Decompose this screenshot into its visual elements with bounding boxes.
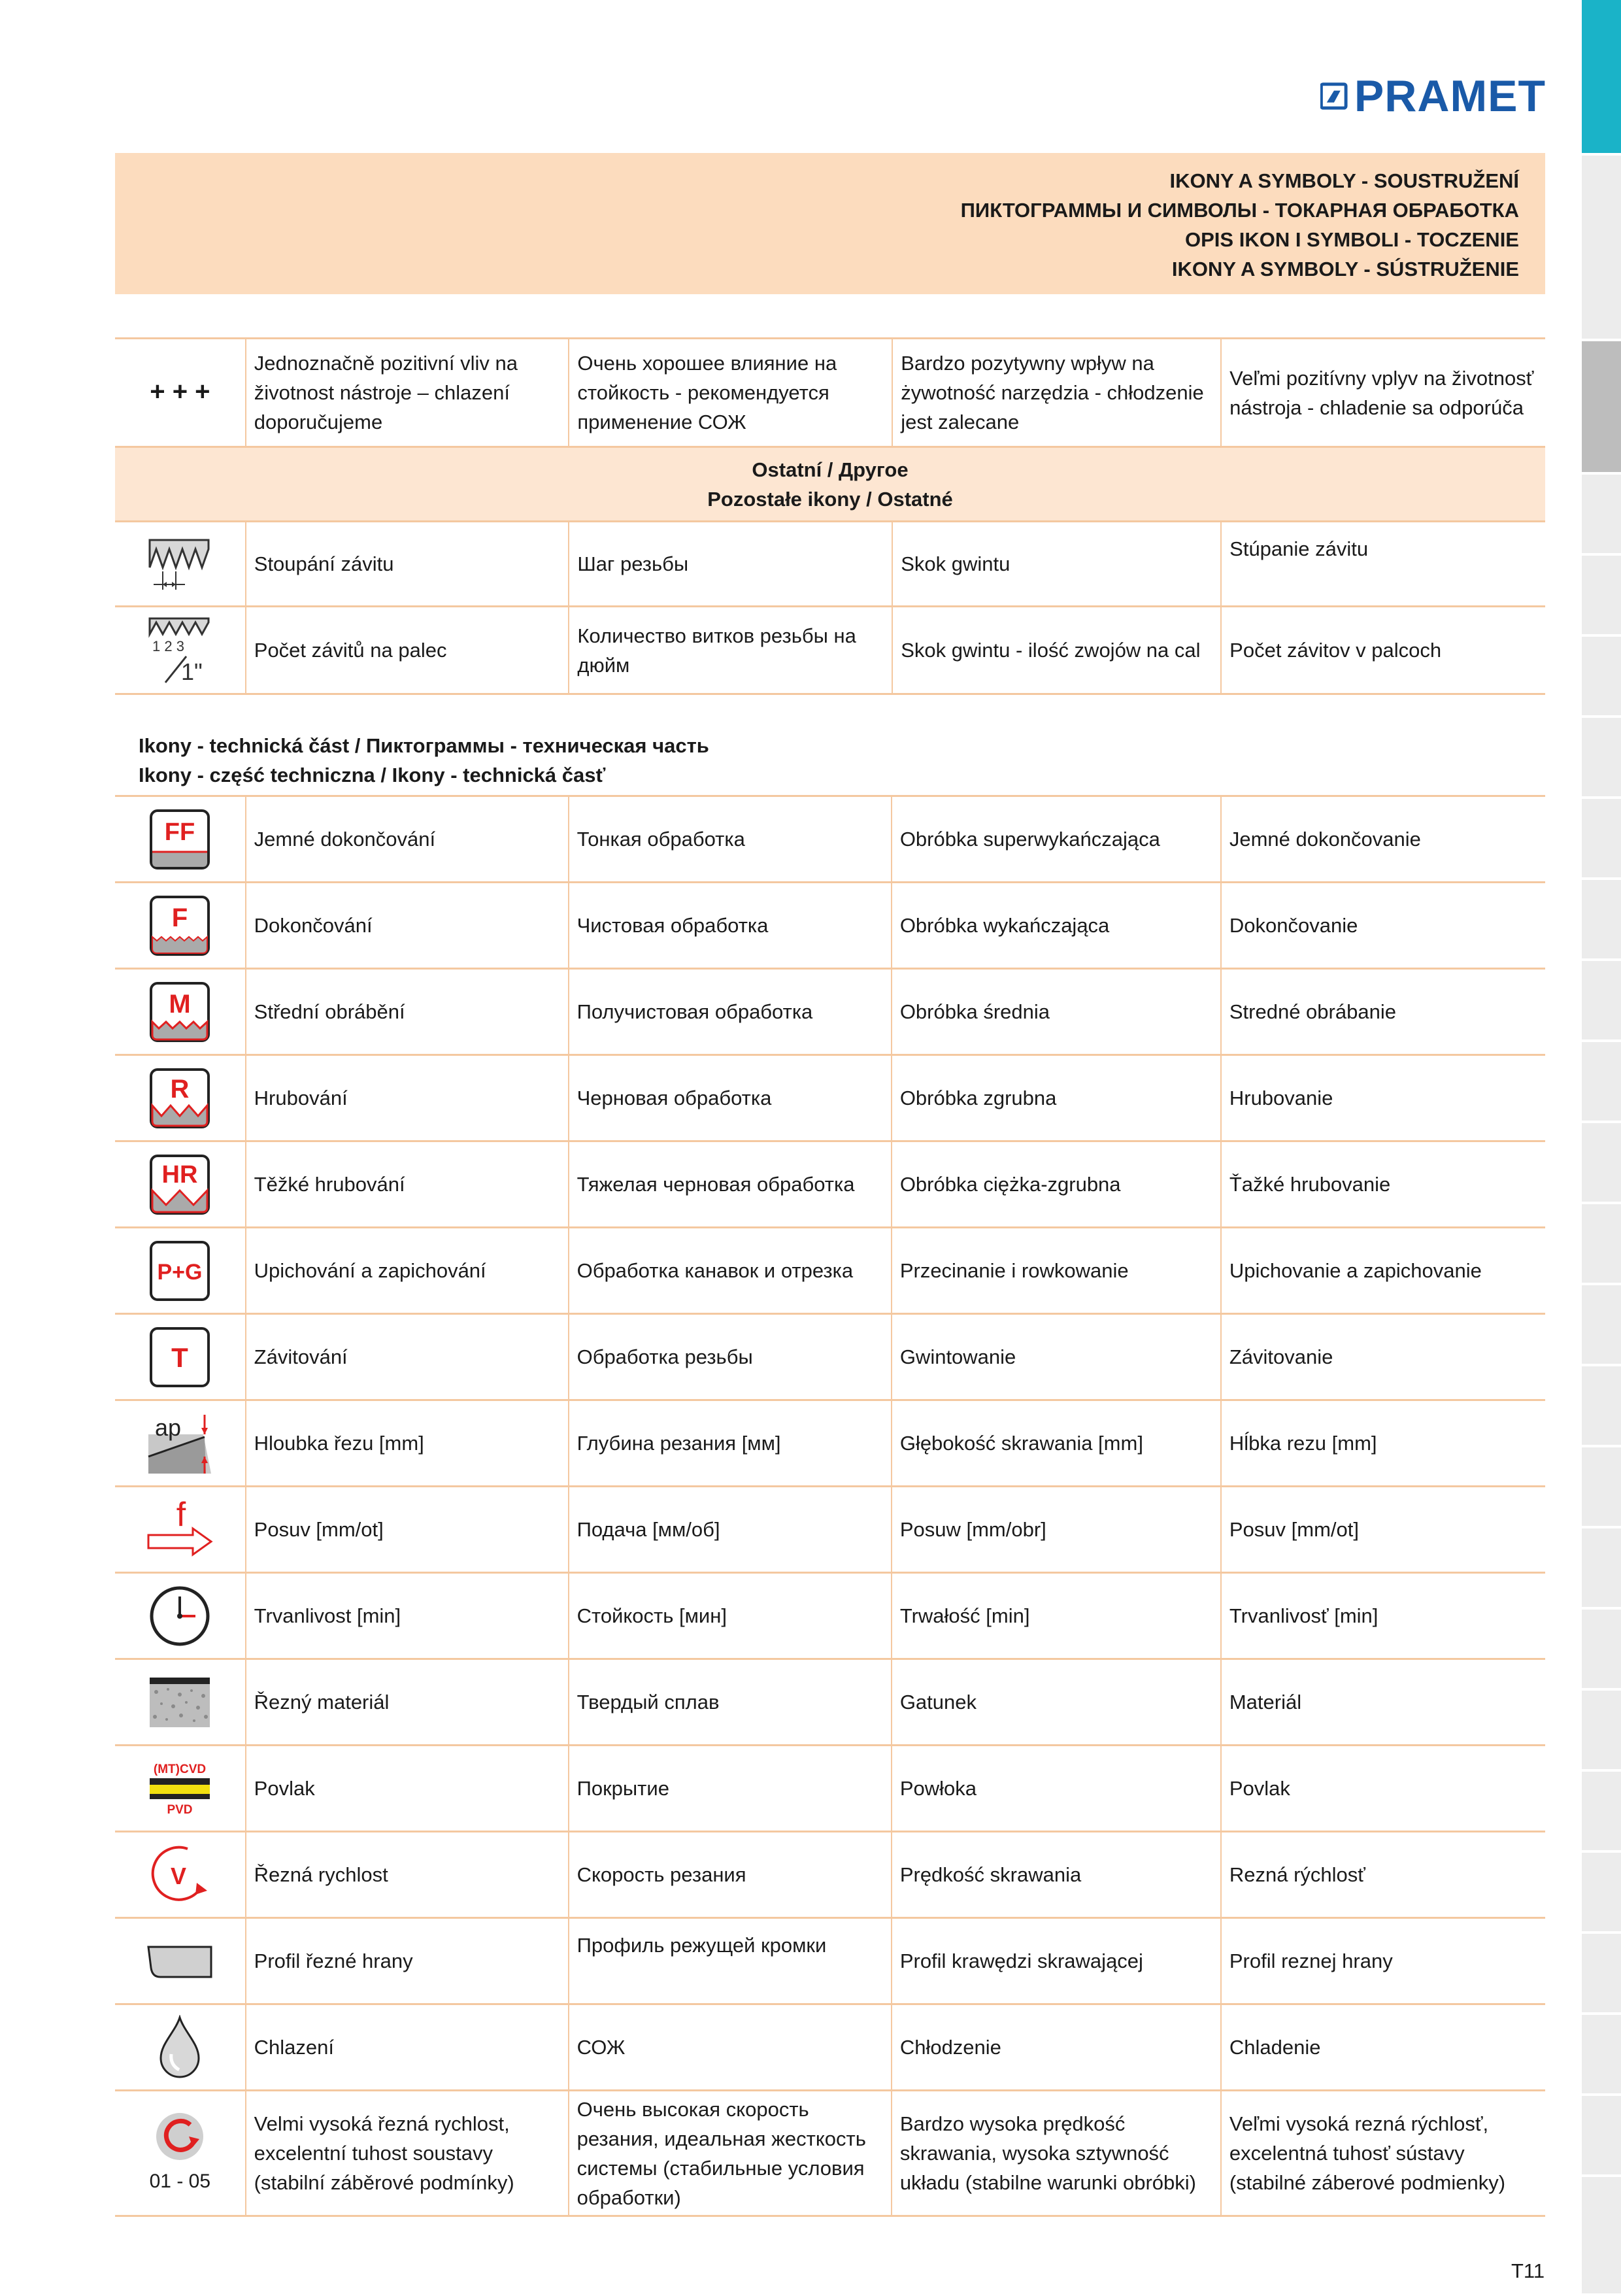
cell-cz: Jemné dokončování xyxy=(246,796,569,883)
cell-ru: Количество витков резьбы на дюйм xyxy=(569,607,892,694)
icon-cell xyxy=(115,1746,246,1832)
cell-pl: Głębokość skrawania [mm] xyxy=(892,1400,1221,1487)
depth-of-cut-icon-label: ap xyxy=(155,1413,182,1441)
cell-ru: Чистовая обработка xyxy=(569,883,892,969)
cutting-material-icon xyxy=(148,1676,211,1729)
cell-sk: Posuv [mm/ot] xyxy=(1221,1487,1545,1573)
coating-icon xyxy=(147,1761,212,1816)
cell-cz: Velmi vysoká řezná rychlost, excelentní tuhost soustavy (stabilní záběrové podmínky) xyxy=(246,2091,569,2216)
cell-pl: Skok gwintu - ilość zwojów na cal xyxy=(892,607,1221,694)
cell-sk: Materiál xyxy=(1221,1659,1545,1746)
clock-icon xyxy=(148,1585,211,1647)
coating-icon-cvd: (MT)CVD xyxy=(154,1762,207,1776)
r-icon xyxy=(149,1068,210,1129)
icon-cell xyxy=(115,1055,246,1141)
table-row xyxy=(115,1573,1545,1659)
cell-cz: Chlazení xyxy=(246,2004,569,2091)
m-icon-label: M xyxy=(169,989,191,1019)
icon-cell xyxy=(115,2004,246,2091)
table-row xyxy=(115,1659,1545,1746)
cell-sk: Hĺbka rezu [mm] xyxy=(1221,1400,1545,1487)
icon-cell xyxy=(115,2091,246,2216)
table-row xyxy=(115,1314,1545,1400)
cell-pl: Przecinanie i rowkowanie xyxy=(892,1228,1221,1314)
cell-cz: Počet závitů na palec xyxy=(246,607,569,694)
pg-icon-label: P+G xyxy=(157,1259,203,1285)
icon-cell xyxy=(115,1573,246,1659)
f-icon xyxy=(149,895,210,956)
other-band xyxy=(115,447,1545,522)
side-tab[interactable] xyxy=(1582,799,1621,880)
cell-cz: Povlak xyxy=(246,1746,569,1832)
cell-pl: Bardzo wysoka prędkość skrawania, wysoka sztywność układu (stabilne warunki obróbki) xyxy=(892,2091,1221,2216)
icon-cell xyxy=(115,1918,246,2004)
cell-cz: Jednoznačně pozitivní vliv na životnost nástroje – chlazení doporučujeme xyxy=(246,339,569,447)
table-row xyxy=(115,2091,1545,2216)
cell-ru: Профиль режущей кромки xyxy=(569,1918,892,2004)
r-icon-label: R xyxy=(170,1074,190,1104)
cutting-speed-icon-label: V xyxy=(171,1862,187,1889)
cell-sk: Povlak xyxy=(1221,1746,1545,1832)
other-band-line-1: Ostatní / Другое xyxy=(752,458,909,481)
cell-sk: Stúpanie závitu xyxy=(1221,522,1545,607)
cell-sk: Počet závitov v palcoch xyxy=(1221,607,1545,694)
table-row xyxy=(115,969,1545,1055)
cell-cz: Upichování a zapichování xyxy=(246,1228,569,1314)
edge-profile-icon xyxy=(146,1942,214,1981)
side-tab[interactable] xyxy=(1582,1853,1621,1934)
header-band xyxy=(115,153,1545,294)
cell-cz: Hrubování xyxy=(246,1055,569,1141)
side-tab[interactable] xyxy=(1582,961,1621,1042)
cell-pl: Prędkość skrawania xyxy=(892,1832,1221,1918)
cell-pl: Gatunek xyxy=(892,1659,1221,1746)
cell-ru: Черновая обработка xyxy=(569,1055,892,1141)
cell-ru: Покрытие xyxy=(569,1746,892,1832)
icon-cell xyxy=(115,1228,246,1314)
cell-cz: Posuv [mm/ot] xyxy=(246,1487,569,1573)
cell-cz: Profil řezné hrany xyxy=(246,1918,569,2004)
cell-ru: Очень высокая скорость резания, идеальная жесткость системы (стабильные условия обработки) xyxy=(569,2091,892,2216)
cell-sk: Závitovanie xyxy=(1221,1314,1545,1400)
side-tab[interactable] xyxy=(1582,1366,1621,1447)
top-table xyxy=(115,337,1545,695)
table-row xyxy=(115,1141,1545,1228)
feed-icon-label: f xyxy=(176,1496,186,1534)
table-row xyxy=(115,1918,1545,2004)
cell-ru: Твердый сплав xyxy=(569,1659,892,1746)
m-icon xyxy=(149,981,210,1043)
cell-sk: Chladenie xyxy=(1221,2004,1545,2091)
coating-icon-pvd: PVD xyxy=(167,1802,193,1816)
cell-ru: Подача [мм/об] xyxy=(569,1487,892,1573)
table-row xyxy=(115,1746,1545,1832)
cell-pl: Bardzo pozytywny wpływ na żywotność narzędzia - chłodzenie jest zalecane xyxy=(892,339,1221,447)
cell-cz: Stoupání závitu xyxy=(246,522,569,607)
section-title xyxy=(139,731,709,790)
technical-table xyxy=(115,795,1545,2217)
cell-pl: Obróbka ciężka-zgrubna xyxy=(892,1141,1221,1228)
section-title-line-1: Ikony - technická část / Пиктограммы - техническая часть xyxy=(139,734,709,757)
cell-pl: Skok gwintu xyxy=(892,522,1221,607)
cell-ru: Шаг резьбы xyxy=(569,522,892,607)
pg-icon xyxy=(149,1240,210,1302)
cell-pl: Gwintowanie xyxy=(892,1314,1221,1400)
cell-sk: Veľmi pozitívny vplyv na životnosť nástroja - chladenie sa odporúča xyxy=(1221,339,1545,447)
cell-sk: Hrubovanie xyxy=(1221,1055,1545,1141)
cell-cz: Řezný materiál xyxy=(246,1659,569,1746)
side-tab[interactable] xyxy=(1582,1204,1621,1285)
side-tab[interactable] xyxy=(1582,1447,1621,1528)
cell-pl: Powłoka xyxy=(892,1746,1221,1832)
cutting-speed-icon xyxy=(148,1842,211,1908)
side-tab[interactable] xyxy=(1582,880,1621,961)
icon-cell xyxy=(115,969,246,1055)
side-tab-active[interactable] xyxy=(1582,0,1621,156)
side-tab[interactable] xyxy=(1582,156,1621,341)
side-tab[interactable] xyxy=(1582,1528,1621,1610)
cell-pl: Profil krawędzi skrawającej xyxy=(892,1918,1221,2004)
cell-sk: Upichovanie a zapichovanie xyxy=(1221,1228,1545,1314)
table-row xyxy=(115,1487,1545,1573)
table-row xyxy=(115,796,1545,883)
cell-sk: Ťažké hrubovanie xyxy=(1221,1141,1545,1228)
cell-pl: Chłodzenie xyxy=(892,2004,1221,2091)
other-band-line-2: Pozostałe ikony / Ostatné xyxy=(707,487,953,511)
side-tab-strip xyxy=(1582,0,1621,2293)
cell-sk: Trvanlivosť [min] xyxy=(1221,1573,1545,1659)
icon-cell xyxy=(115,1400,246,1487)
cell-ru: Тяжелая черновая обработка xyxy=(569,1141,892,1228)
cell-ru: Обработка резьбы xyxy=(569,1314,892,1400)
side-tab[interactable] xyxy=(1582,1285,1621,1366)
icon-cell xyxy=(115,1659,246,1746)
cell-ru: Тонкая обработка xyxy=(569,796,892,883)
hr-icon-label: HR xyxy=(161,1160,198,1189)
page-number: T11 xyxy=(1511,2259,1545,2282)
t-icon-label: T xyxy=(171,1342,189,1373)
cell-ru: СОЖ xyxy=(569,2004,892,2091)
side-tab[interactable] xyxy=(1582,2177,1621,2296)
table-row xyxy=(115,1832,1545,1918)
ff-icon xyxy=(149,809,210,870)
side-tab[interactable] xyxy=(1582,637,1621,718)
header-title-cz: IKONY A SYMBOLY - SOUSTRUŽENÍ xyxy=(1169,169,1519,192)
side-tab[interactable] xyxy=(1582,556,1621,637)
table-row xyxy=(115,2004,1545,2091)
coolant-drop-icon xyxy=(157,2015,203,2080)
feed-icon xyxy=(146,1497,214,1562)
cell-ru: Обработка канавок и отрезка xyxy=(569,1228,892,1314)
pramet-logo xyxy=(1320,73,1546,119)
table-row xyxy=(115,1228,1545,1314)
cell-cz: Dokončování xyxy=(246,883,569,969)
cell-sk: Jemné dokončovanie xyxy=(1221,796,1545,883)
condition-rating-label: 01 - 05 xyxy=(149,2170,211,2192)
header-titles xyxy=(961,166,1519,284)
cell-cz: Řezná rychlost xyxy=(246,1832,569,1918)
icon-cell xyxy=(115,1314,246,1400)
table-row xyxy=(115,522,1545,607)
side-tab[interactable] xyxy=(1582,2015,1621,2096)
cell-cz: Závitování xyxy=(246,1314,569,1400)
icon-cell xyxy=(115,607,246,694)
header-title-sk: IKONY A SYMBOLY - SÚSTRUŽENIE xyxy=(1171,258,1519,280)
cell-ru: Получистовая обработка xyxy=(569,969,892,1055)
cell-ru: Стойкость [мин] xyxy=(569,1573,892,1659)
ff-icon-label: FF xyxy=(165,818,195,846)
side-tab[interactable] xyxy=(1582,718,1621,799)
section-title-line-2: Ikony - część techniczna / Ikony - technická časť xyxy=(139,764,606,786)
table-row xyxy=(115,883,1545,969)
cell-cz: Těžké hrubování xyxy=(246,1141,569,1228)
threads-per-inch-icon xyxy=(147,615,212,686)
side-tab-current[interactable] xyxy=(1582,341,1621,475)
cell-sk: Stredné obrábanie xyxy=(1221,969,1545,1055)
side-tab[interactable] xyxy=(1582,1691,1621,1772)
icon-cell xyxy=(115,1832,246,1918)
table-row xyxy=(115,1400,1545,1487)
cell-sk: Veľmi vysoká rezná rýchlosť, excelentná tuhosť sústavy (stabilné záberové podmienky) xyxy=(1221,2091,1545,2216)
depth-of-cut-icon xyxy=(146,1411,214,1476)
cell-pl: Obróbka średnia xyxy=(892,969,1221,1055)
side-tab[interactable] xyxy=(1582,1610,1621,1691)
cell-sk: Dokončovanie xyxy=(1221,883,1545,969)
header-title-ru: ПИКТОГРАММЫ И СИМВОЛЫ - ТОКАРНАЯ ОБРАБОТКА xyxy=(960,199,1519,222)
side-tab[interactable] xyxy=(1582,475,1621,556)
icon-cell xyxy=(115,796,246,883)
cell-cz: Hloubka řezu [mm] xyxy=(246,1400,569,1487)
t-icon xyxy=(149,1326,210,1388)
icon-cell xyxy=(115,883,246,969)
cell-pl: Obróbka zgrubna xyxy=(892,1055,1221,1141)
side-tab[interactable] xyxy=(1582,1123,1621,1204)
condition-rating-icon xyxy=(147,2110,212,2163)
threads-per-inch-icon-digits: 1 2 3 xyxy=(152,637,185,654)
side-tab[interactable] xyxy=(1582,1772,1621,1853)
plus-symbol: + + + xyxy=(150,377,210,406)
thread-pitch-icon xyxy=(147,535,212,594)
icon-cell xyxy=(115,1141,246,1228)
cell-sk: Rezná rýchlosť xyxy=(1221,1832,1545,1918)
logo-text: PRAMET xyxy=(1354,71,1546,121)
cell-pl: Trwałość [min] xyxy=(892,1573,1221,1659)
cell-pl: Obróbka superwykańczająca xyxy=(892,796,1221,883)
cell-ru: Очень хорошее влияние на стойкость - рекомендуется применение СОЖ xyxy=(569,339,892,447)
pramet-logo-icon xyxy=(1320,76,1348,116)
plus-symbol-cell xyxy=(115,339,246,447)
icon-cell xyxy=(115,522,246,607)
header-title-pl: OPIS IKON I SYMBOLI - TOCZENIE xyxy=(1185,228,1519,251)
cell-cz: Trvanlivost [min] xyxy=(246,1573,569,1659)
hr-icon xyxy=(149,1154,210,1215)
f-icon-label: F xyxy=(172,903,188,932)
cell-pl: Obróbka wykańczająca xyxy=(892,883,1221,969)
table-row xyxy=(115,339,1545,447)
threads-per-inch-icon-inch: 1" xyxy=(181,658,203,685)
table-row xyxy=(115,1055,1545,1141)
cell-cz: Střední obrábění xyxy=(246,969,569,1055)
side-tab[interactable] xyxy=(1582,2096,1621,2177)
side-tab[interactable] xyxy=(1582,1934,1621,2015)
other-band-row xyxy=(115,447,1545,522)
icon-cell xyxy=(115,1487,246,1573)
table-row xyxy=(115,607,1545,694)
cell-ru: Глубина резания [мм] xyxy=(569,1400,892,1487)
cell-pl: Posuw [mm/obr] xyxy=(892,1487,1221,1573)
cell-sk: Profil reznej hrany xyxy=(1221,1918,1545,2004)
cell-ru: Скорость резания xyxy=(569,1832,892,1918)
side-tab[interactable] xyxy=(1582,1042,1621,1123)
